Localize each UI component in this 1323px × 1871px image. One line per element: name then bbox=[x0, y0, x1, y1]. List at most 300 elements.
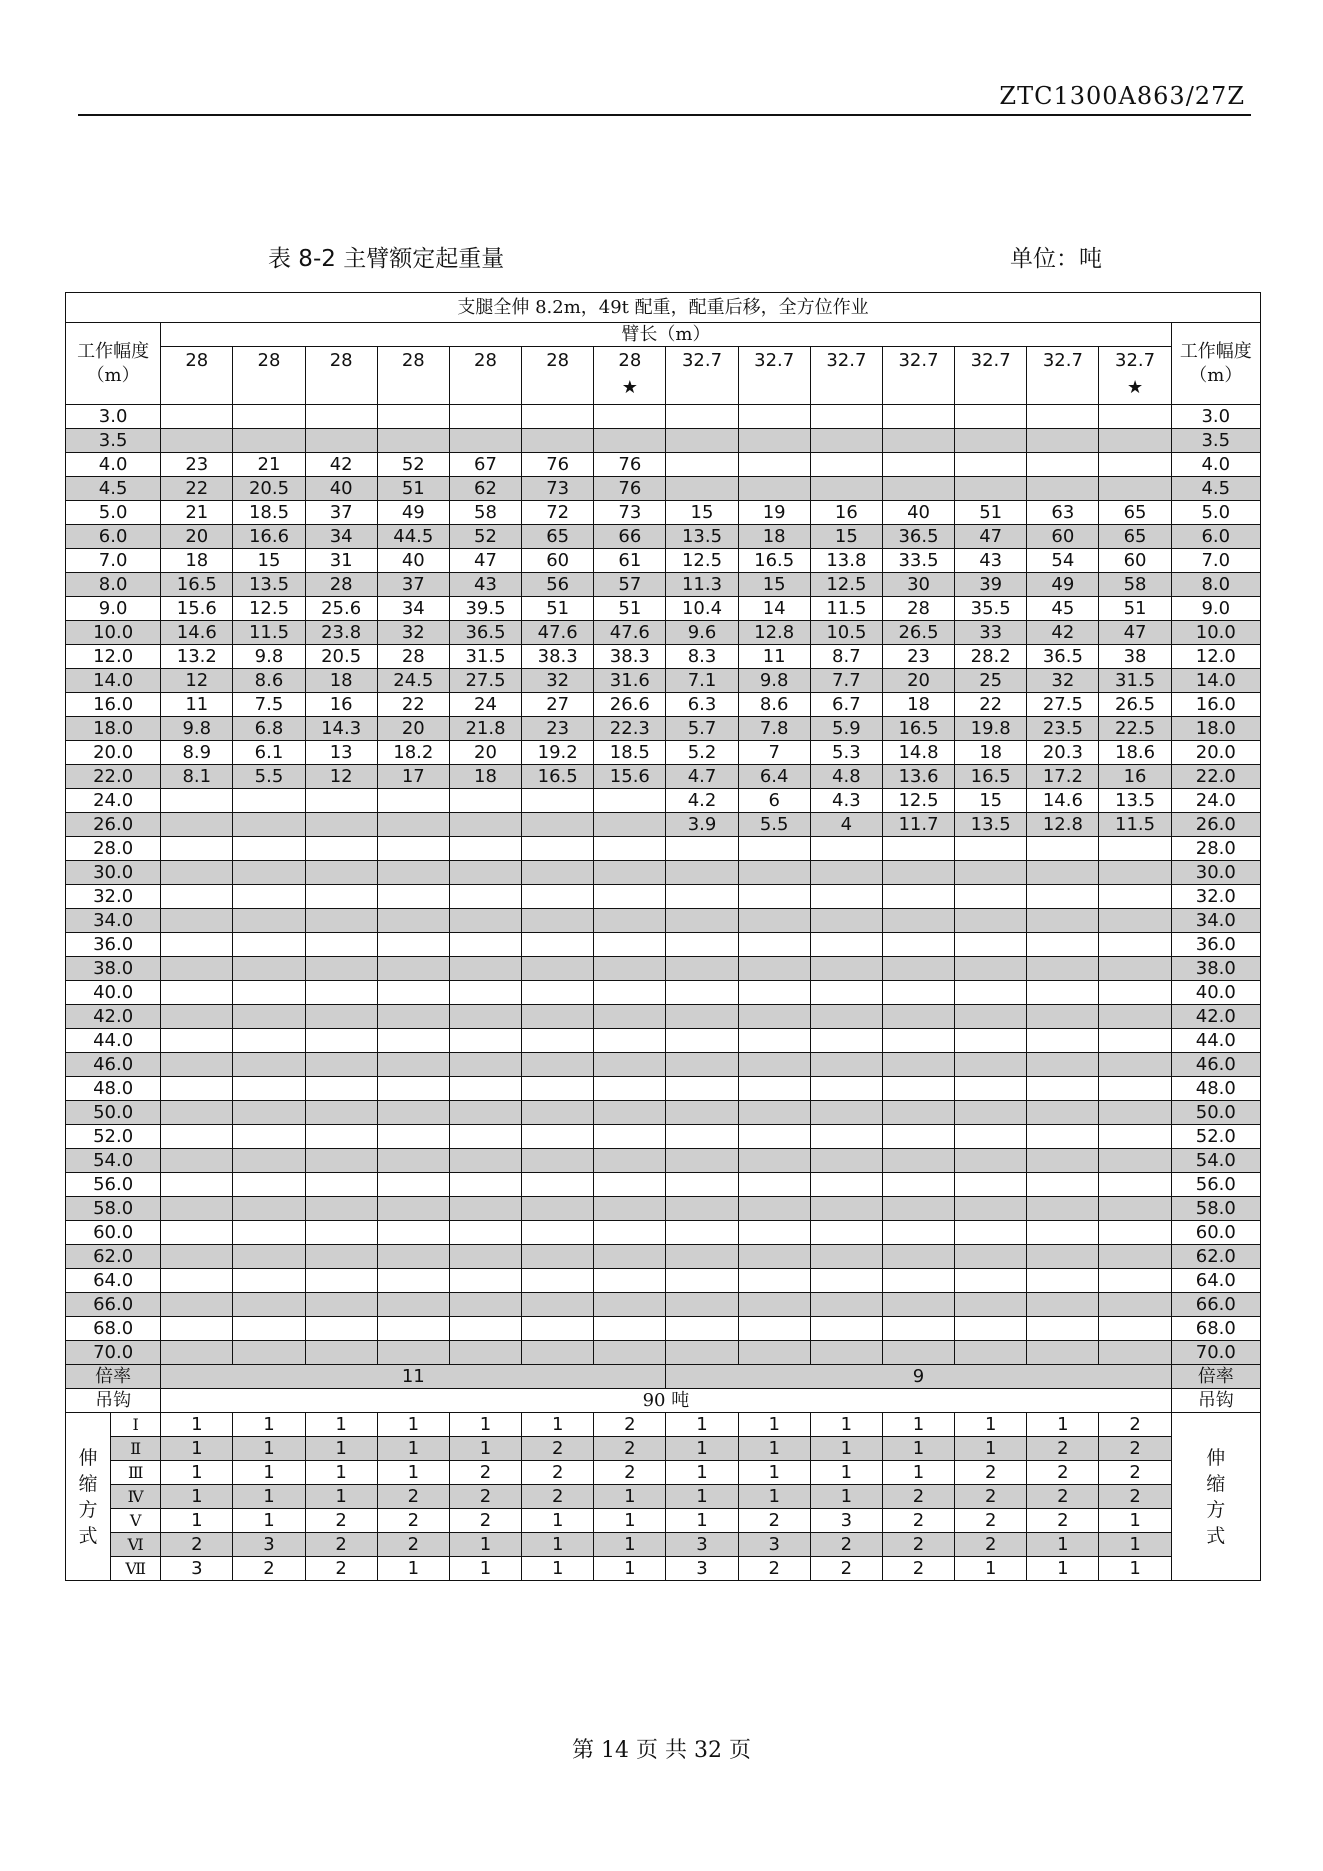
load-value bbox=[233, 1197, 305, 1221]
load-value bbox=[738, 1173, 810, 1197]
load-value: 11.5 bbox=[233, 621, 305, 645]
load-value bbox=[666, 1341, 738, 1365]
load-value bbox=[161, 933, 233, 957]
load-row bbox=[66, 933, 1261, 957]
load-value bbox=[522, 813, 594, 837]
load-value bbox=[738, 909, 810, 933]
load-value bbox=[738, 933, 810, 957]
load-value: 4.3 bbox=[810, 789, 882, 813]
load-value bbox=[233, 813, 305, 837]
load-value bbox=[522, 1317, 594, 1341]
load-value bbox=[161, 813, 233, 837]
telescoping-value: 1 bbox=[1099, 1557, 1171, 1581]
telescoping-row bbox=[66, 1485, 1261, 1509]
load-value bbox=[810, 1269, 882, 1293]
boom-length-cell bbox=[810, 347, 882, 405]
star-mark: ★ bbox=[1126, 377, 1144, 398]
load-value: 40 bbox=[305, 477, 377, 501]
load-value bbox=[810, 1005, 882, 1029]
boom-length-cell bbox=[161, 347, 233, 405]
load-value bbox=[1099, 1341, 1171, 1365]
telescoping-row bbox=[66, 1557, 1261, 1581]
boom-length-value: 28 bbox=[546, 350, 570, 371]
radius-cell-right: 38.0 bbox=[1171, 957, 1260, 981]
load-value: 15.6 bbox=[594, 765, 666, 789]
load-value bbox=[666, 885, 738, 909]
load-value bbox=[305, 429, 377, 453]
load-value: 54 bbox=[1027, 549, 1099, 573]
load-value: 28 bbox=[305, 573, 377, 597]
load-value: 4.2 bbox=[666, 789, 738, 813]
load-value bbox=[810, 885, 882, 909]
radius-cell: 68.0 bbox=[66, 1317, 161, 1341]
radius-cell: 28.0 bbox=[66, 837, 161, 861]
load-value bbox=[594, 837, 666, 861]
load-value: 25 bbox=[955, 669, 1027, 693]
telescoping-value: 2 bbox=[882, 1509, 954, 1533]
load-value: 16.5 bbox=[161, 573, 233, 597]
load-value: 42 bbox=[305, 453, 377, 477]
load-value bbox=[449, 1029, 521, 1053]
load-value bbox=[738, 429, 810, 453]
telescoping-value: 2 bbox=[955, 1533, 1027, 1557]
telescoping-value: 1 bbox=[377, 1557, 449, 1581]
load-value: 22 bbox=[377, 693, 449, 717]
load-value bbox=[233, 429, 305, 453]
section-numeral: Ⅰ bbox=[111, 1413, 161, 1437]
load-value: 6.4 bbox=[738, 765, 810, 789]
load-value bbox=[522, 861, 594, 885]
load-value: 9.6 bbox=[666, 621, 738, 645]
radius-cell-right: 30.0 bbox=[1171, 861, 1260, 885]
load-value: 42 bbox=[1027, 621, 1099, 645]
load-value bbox=[377, 981, 449, 1005]
telescoping-value: 2 bbox=[594, 1437, 666, 1461]
load-value bbox=[738, 1149, 810, 1173]
radius-cell: 4.5 bbox=[66, 477, 161, 501]
radius-cell: 26.0 bbox=[66, 813, 161, 837]
load-value bbox=[449, 813, 521, 837]
telescoping-value: 1 bbox=[810, 1437, 882, 1461]
load-value bbox=[882, 1149, 954, 1173]
load-value bbox=[955, 1317, 1027, 1341]
load-value bbox=[522, 1077, 594, 1101]
load-value bbox=[233, 1053, 305, 1077]
load-value: 28 bbox=[882, 597, 954, 621]
load-value: 26.5 bbox=[882, 621, 954, 645]
telescoping-value: 1 bbox=[449, 1533, 521, 1557]
load-value bbox=[955, 453, 1027, 477]
load-value bbox=[810, 909, 882, 933]
load-value bbox=[233, 981, 305, 1005]
load-value bbox=[1027, 1341, 1099, 1365]
radius-cell: 5.0 bbox=[66, 501, 161, 525]
telescoping-value: 1 bbox=[738, 1461, 810, 1485]
load-value bbox=[161, 1245, 233, 1269]
load-value bbox=[233, 1341, 305, 1365]
telescoping-value: 2 bbox=[738, 1509, 810, 1533]
load-value bbox=[666, 861, 738, 885]
load-value bbox=[882, 1125, 954, 1149]
radius-cell: 70.0 bbox=[66, 1341, 161, 1365]
telescoping-value: 1 bbox=[1027, 1533, 1099, 1557]
condition-row bbox=[66, 293, 1261, 323]
load-value bbox=[449, 1149, 521, 1173]
telescoping-value: 1 bbox=[738, 1485, 810, 1509]
load-row bbox=[66, 693, 1261, 717]
load-value bbox=[161, 885, 233, 909]
load-value bbox=[522, 789, 594, 813]
load-value: 18 bbox=[955, 741, 1027, 765]
load-value bbox=[161, 1053, 233, 1077]
load-value: 65 bbox=[1099, 501, 1171, 525]
load-value bbox=[377, 1221, 449, 1245]
load-row bbox=[66, 1221, 1261, 1245]
load-value: 76 bbox=[594, 453, 666, 477]
vertical-label-text: 伸缩方式 bbox=[1206, 1446, 1226, 1547]
telescoping-value: 1 bbox=[594, 1533, 666, 1557]
load-value bbox=[305, 981, 377, 1005]
load-value: 45 bbox=[1027, 597, 1099, 621]
load-value bbox=[1099, 453, 1171, 477]
load-value bbox=[449, 981, 521, 1005]
telescoping-value: 2 bbox=[594, 1461, 666, 1485]
load-value bbox=[810, 1341, 882, 1365]
load-value bbox=[449, 405, 521, 429]
load-value bbox=[594, 1269, 666, 1293]
load-value bbox=[522, 1197, 594, 1221]
hook-label-right: 吊钩 bbox=[1171, 1389, 1260, 1413]
telescoping-value: 1 bbox=[305, 1461, 377, 1485]
load-value bbox=[1099, 981, 1171, 1005]
load-value bbox=[522, 1053, 594, 1077]
load-value: 7 bbox=[738, 741, 810, 765]
load-value bbox=[161, 1293, 233, 1317]
load-value bbox=[233, 837, 305, 861]
load-value: 33 bbox=[955, 621, 1027, 645]
load-value bbox=[666, 837, 738, 861]
load-value bbox=[377, 1125, 449, 1149]
load-value: 13.5 bbox=[666, 525, 738, 549]
telescoping-value: 3 bbox=[161, 1557, 233, 1581]
telescoping-row bbox=[66, 1461, 1261, 1485]
telescoping-value: 1 bbox=[161, 1413, 233, 1437]
load-value bbox=[1099, 1005, 1171, 1029]
load-value bbox=[594, 1053, 666, 1077]
load-value bbox=[955, 1125, 1027, 1149]
radius-cell: 32.0 bbox=[66, 885, 161, 909]
load-value: 20 bbox=[882, 669, 954, 693]
radius-cell: 8.0 bbox=[66, 573, 161, 597]
radius-cell-right: 62.0 bbox=[1171, 1245, 1260, 1269]
load-value: 18.5 bbox=[233, 501, 305, 525]
load-row bbox=[66, 453, 1261, 477]
load-value: 10.4 bbox=[666, 597, 738, 621]
reeving-row bbox=[66, 1365, 1261, 1389]
radius-cell: 12.0 bbox=[66, 645, 161, 669]
telescoping-value: 3 bbox=[738, 1533, 810, 1557]
telescoping-value: 1 bbox=[233, 1437, 305, 1461]
telescoping-value: 2 bbox=[377, 1533, 449, 1557]
load-value bbox=[233, 1269, 305, 1293]
load-value: 56 bbox=[522, 573, 594, 597]
load-value bbox=[449, 1125, 521, 1149]
boom-length-value: 28 bbox=[618, 350, 642, 371]
radius-cell-right: 60.0 bbox=[1171, 1221, 1260, 1245]
vertical-label-text: 伸缩方式 bbox=[78, 1446, 98, 1547]
load-value bbox=[666, 1101, 738, 1125]
load-row bbox=[66, 885, 1261, 909]
boom-length-cell bbox=[233, 347, 305, 405]
radius-cell: 16.0 bbox=[66, 693, 161, 717]
load-value bbox=[161, 861, 233, 885]
load-value bbox=[955, 1053, 1027, 1077]
load-value: 58 bbox=[449, 501, 521, 525]
load-value: 31.5 bbox=[449, 645, 521, 669]
load-value: 20.3 bbox=[1027, 741, 1099, 765]
load-value: 47 bbox=[449, 549, 521, 573]
load-value bbox=[1099, 1101, 1171, 1125]
radius-cell-right: 56.0 bbox=[1171, 1173, 1260, 1197]
load-value bbox=[305, 1029, 377, 1053]
load-value bbox=[161, 1077, 233, 1101]
load-value: 8.6 bbox=[738, 693, 810, 717]
load-value bbox=[377, 1149, 449, 1173]
load-value: 15.6 bbox=[161, 597, 233, 621]
load-value bbox=[1027, 1029, 1099, 1053]
load-value bbox=[810, 429, 882, 453]
load-value bbox=[666, 1173, 738, 1197]
load-value: 8.7 bbox=[810, 645, 882, 669]
load-value bbox=[377, 429, 449, 453]
telescoping-row bbox=[66, 1437, 1261, 1461]
load-row bbox=[66, 1101, 1261, 1125]
load-value: 8.1 bbox=[161, 765, 233, 789]
load-value bbox=[522, 885, 594, 909]
load-value: 5.7 bbox=[666, 717, 738, 741]
load-row bbox=[66, 1149, 1261, 1173]
boom-length-header: 臂长（m） bbox=[161, 323, 1171, 347]
load-value: 73 bbox=[522, 477, 594, 501]
boom-length-value: 28 bbox=[474, 350, 497, 371]
load-value bbox=[955, 1269, 1027, 1293]
radius-cell: 34.0 bbox=[66, 909, 161, 933]
load-value: 13.6 bbox=[882, 765, 954, 789]
load-value: 66 bbox=[594, 525, 666, 549]
telescoping-value: 1 bbox=[882, 1413, 954, 1437]
radius-cell-right: 3.0 bbox=[1171, 405, 1260, 429]
load-value bbox=[666, 981, 738, 1005]
load-value bbox=[449, 933, 521, 957]
radius-cell: 42.0 bbox=[66, 1005, 161, 1029]
load-value: 17 bbox=[377, 765, 449, 789]
load-value bbox=[522, 1341, 594, 1365]
load-value bbox=[305, 1341, 377, 1365]
load-value bbox=[882, 1269, 954, 1293]
load-value: 9.8 bbox=[161, 717, 233, 741]
load-value: 52 bbox=[449, 525, 521, 549]
load-value: 18.2 bbox=[377, 741, 449, 765]
boom-length-cell bbox=[449, 347, 521, 405]
reeving-label-right: 倍率 bbox=[1171, 1365, 1260, 1389]
load-value: 26.5 bbox=[1099, 693, 1171, 717]
load-value: 18 bbox=[161, 549, 233, 573]
load-value: 36.5 bbox=[449, 621, 521, 645]
telescoping-value: 1 bbox=[666, 1413, 738, 1437]
radius-cell-right: 3.5 bbox=[1171, 429, 1260, 453]
load-value: 3.9 bbox=[666, 813, 738, 837]
load-value bbox=[1099, 1053, 1171, 1077]
load-value bbox=[666, 1149, 738, 1173]
load-value bbox=[1027, 909, 1099, 933]
load-value bbox=[594, 405, 666, 429]
load-row bbox=[66, 1269, 1261, 1293]
load-value bbox=[738, 477, 810, 501]
load-value bbox=[955, 1197, 1027, 1221]
radius-cell: 54.0 bbox=[66, 1149, 161, 1173]
radius-cell-right: 34.0 bbox=[1171, 909, 1260, 933]
radius-cell-right: 54.0 bbox=[1171, 1149, 1260, 1173]
load-value: 5.3 bbox=[810, 741, 882, 765]
radius-cell-right: 14.0 bbox=[1171, 669, 1260, 693]
radius-cell-right: 16.0 bbox=[1171, 693, 1260, 717]
load-value bbox=[305, 1245, 377, 1269]
telescoping-value: 2 bbox=[594, 1413, 666, 1437]
load-value bbox=[522, 1269, 594, 1293]
load-value: 11.7 bbox=[882, 813, 954, 837]
load-value bbox=[955, 1005, 1027, 1029]
load-value bbox=[377, 1269, 449, 1293]
load-value: 60 bbox=[1027, 525, 1099, 549]
radius-cell: 52.0 bbox=[66, 1125, 161, 1149]
load-value bbox=[1027, 837, 1099, 861]
telescoping-value: 2 bbox=[882, 1557, 954, 1581]
load-value bbox=[738, 453, 810, 477]
telescoping-value: 2 bbox=[377, 1485, 449, 1509]
radius-cell-right: 18.0 bbox=[1171, 717, 1260, 741]
load-value bbox=[233, 861, 305, 885]
load-value: 14.6 bbox=[161, 621, 233, 645]
load-value bbox=[882, 837, 954, 861]
section-numeral: Ⅵ bbox=[111, 1533, 161, 1557]
load-value: 18 bbox=[449, 765, 521, 789]
load-value bbox=[738, 1101, 810, 1125]
load-value: 13.2 bbox=[161, 645, 233, 669]
radius-cell-right: 8.0 bbox=[1171, 573, 1260, 597]
load-value bbox=[594, 957, 666, 981]
load-value: 49 bbox=[377, 501, 449, 525]
telescoping-value: 1 bbox=[955, 1437, 1027, 1461]
load-value bbox=[594, 1173, 666, 1197]
telescoping-value: 3 bbox=[233, 1533, 305, 1557]
load-value: 11 bbox=[161, 693, 233, 717]
load-value: 10.5 bbox=[810, 621, 882, 645]
load-value bbox=[666, 1317, 738, 1341]
load-value bbox=[666, 1125, 738, 1149]
reeving-value: 9 bbox=[666, 1365, 1171, 1389]
load-value: 16 bbox=[1099, 765, 1171, 789]
radius-cell: 64.0 bbox=[66, 1269, 161, 1293]
load-value bbox=[882, 981, 954, 1005]
boom-length-cell bbox=[377, 347, 449, 405]
section-numeral: Ⅲ bbox=[111, 1461, 161, 1485]
load-value: 40 bbox=[377, 549, 449, 573]
load-value: 19.8 bbox=[955, 717, 1027, 741]
load-value: 6.3 bbox=[666, 693, 738, 717]
load-value bbox=[377, 1053, 449, 1077]
boom-length-value: 32.7 bbox=[754, 350, 795, 371]
boom-length-value: 28 bbox=[185, 350, 209, 371]
radius-cell-right: 36.0 bbox=[1171, 933, 1260, 957]
load-value bbox=[810, 933, 882, 957]
radius-cell: 24.0 bbox=[66, 789, 161, 813]
telescoping-value: 1 bbox=[377, 1461, 449, 1485]
load-value bbox=[738, 1005, 810, 1029]
radius-cell: 18.0 bbox=[66, 717, 161, 741]
load-value bbox=[738, 1341, 810, 1365]
load-value bbox=[882, 1341, 954, 1365]
load-value: 24 bbox=[449, 693, 521, 717]
load-value: 11 bbox=[738, 645, 810, 669]
load-value: 51 bbox=[377, 477, 449, 501]
load-value bbox=[377, 957, 449, 981]
load-value bbox=[1099, 1221, 1171, 1245]
load-value: 22.3 bbox=[594, 717, 666, 741]
reeving-label: 倍率 bbox=[66, 1365, 161, 1389]
load-value bbox=[810, 1221, 882, 1245]
load-value bbox=[810, 957, 882, 981]
load-value bbox=[594, 885, 666, 909]
load-value: 31.5 bbox=[1099, 669, 1171, 693]
load-value: 34 bbox=[305, 525, 377, 549]
load-value: 67 bbox=[449, 453, 521, 477]
radius-header-left: 工作幅度（m） bbox=[66, 323, 161, 405]
load-value bbox=[594, 1149, 666, 1173]
load-value: 39.5 bbox=[449, 597, 521, 621]
load-value bbox=[522, 405, 594, 429]
load-value bbox=[377, 1341, 449, 1365]
load-value bbox=[233, 1293, 305, 1317]
radius-cell: 20.0 bbox=[66, 741, 161, 765]
load-value bbox=[233, 909, 305, 933]
load-value bbox=[377, 1173, 449, 1197]
telescoping-value: 1 bbox=[377, 1413, 449, 1437]
radius-cell-right: 46.0 bbox=[1171, 1053, 1260, 1077]
telescoping-value: 1 bbox=[449, 1557, 521, 1581]
radius-cell: 56.0 bbox=[66, 1173, 161, 1197]
telescoping-value: 1 bbox=[161, 1461, 233, 1485]
load-value bbox=[377, 789, 449, 813]
load-value: 60 bbox=[1099, 549, 1171, 573]
load-value bbox=[810, 861, 882, 885]
load-value bbox=[377, 837, 449, 861]
load-value bbox=[1027, 1293, 1099, 1317]
load-value: 65 bbox=[522, 525, 594, 549]
telescoping-value: 2 bbox=[882, 1533, 954, 1557]
load-value: 6.8 bbox=[233, 717, 305, 741]
load-value bbox=[161, 1317, 233, 1341]
load-value bbox=[738, 885, 810, 909]
load-value: 14.8 bbox=[882, 741, 954, 765]
load-value: 5.2 bbox=[666, 741, 738, 765]
load-value: 23 bbox=[882, 645, 954, 669]
telescoping-value: 2 bbox=[449, 1509, 521, 1533]
load-value: 15 bbox=[738, 573, 810, 597]
load-row bbox=[66, 1341, 1261, 1365]
hook-value: 90 吨 bbox=[161, 1389, 1171, 1413]
telescoping-value: 1 bbox=[738, 1413, 810, 1437]
telescoping-value: 2 bbox=[955, 1509, 1027, 1533]
